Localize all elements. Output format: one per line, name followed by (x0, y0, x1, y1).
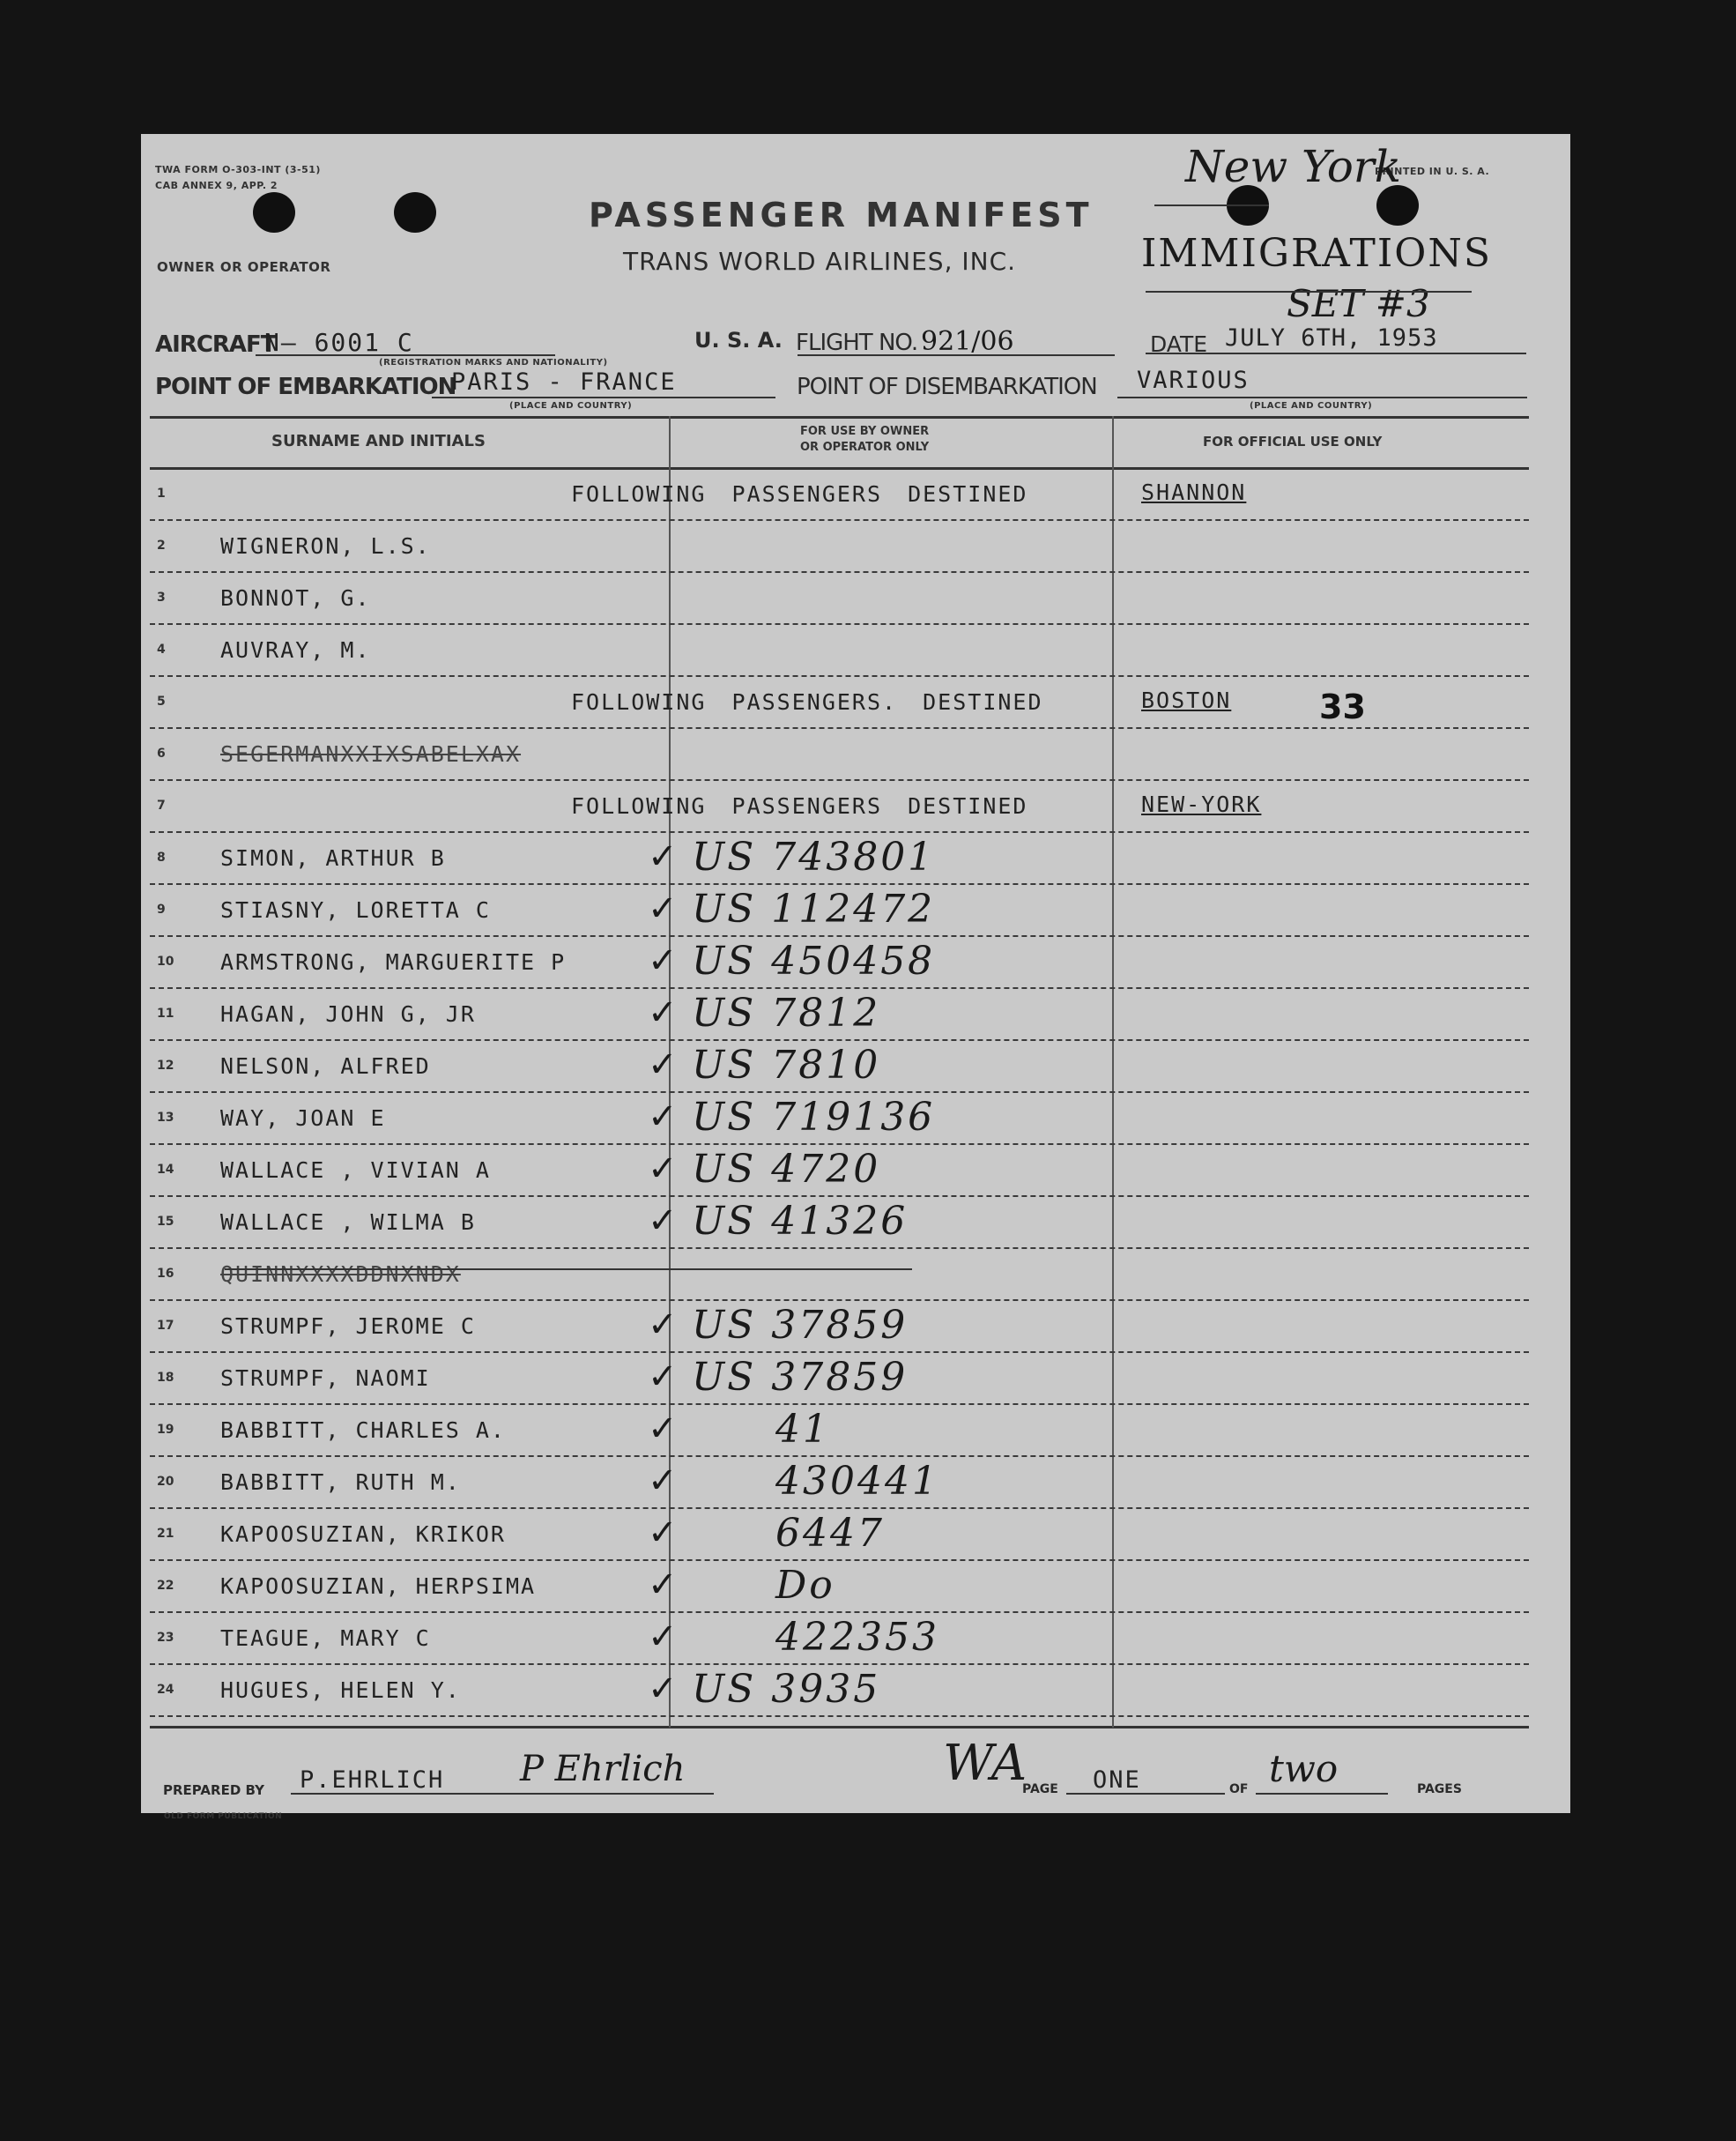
table-header-rule (150, 467, 1529, 470)
passport-number: 41 (775, 1407, 830, 1452)
column-divider-2 (1112, 416, 1114, 1728)
passenger-name: HUGUES, HELEN Y. (220, 1677, 461, 1703)
row-rule (150, 1715, 1529, 1717)
destination-banner: FOLLOWING PASSENGERS DESTINED (571, 793, 1028, 819)
embark-place-note: (PLACE AND COUNTRY) (509, 401, 633, 411)
check-mark-icon: ✓ (648, 1461, 678, 1501)
destination-banner: FOLLOWING PASSENGERS. DESTINED (571, 689, 1043, 715)
passenger-name: KAPOOSUZIAN, HERPSIMA (220, 1573, 537, 1599)
row-number: 11 (157, 1007, 174, 1021)
signature: P Ehrlich (520, 1749, 686, 1789)
row-rule (150, 935, 1529, 937)
registration-note: (REGISTRATION MARKS AND NATIONALITY) (379, 358, 608, 368)
flight-value: 921/06 (921, 326, 1014, 357)
row-rule (150, 1247, 1529, 1249)
passenger-name: NELSON, ALFRED (220, 1053, 431, 1079)
passport-number: US 3935 (692, 1667, 881, 1712)
row-number: 19 (157, 1423, 174, 1437)
check-mark-icon: ✓ (648, 992, 678, 1033)
row-rule (150, 519, 1529, 521)
passenger-name: AUVRAY, M. (220, 637, 371, 663)
of-value: two (1269, 1747, 1339, 1790)
row-number: 8 (157, 851, 166, 865)
row-number: 22 (157, 1579, 174, 1593)
row-number: 9 (157, 903, 166, 917)
passenger-name: SIMON, ARTHUR B (220, 845, 446, 871)
row-number: 10 (157, 955, 174, 969)
passenger-name: TEAGUE, MARY C (220, 1625, 431, 1651)
passenger-name: WALLACE , VIVIAN A (220, 1157, 491, 1183)
row-rule (150, 1195, 1529, 1197)
handwritten-city: New York (1185, 141, 1401, 192)
check-mark-icon: ✓ (648, 1669, 678, 1709)
col-header-official: FOR OFFICIAL USE ONLY (1203, 434, 1383, 450)
printed-in-label: PRINTED IN U. S. A. (1375, 166, 1490, 177)
check-mark-icon: ✓ (648, 940, 678, 981)
of-underline (1256, 1793, 1388, 1795)
date-underline (1146, 353, 1526, 354)
passenger-name: KAPOOSUZIAN, KRIKOR (220, 1521, 506, 1547)
passport-number: US 450458 (692, 939, 936, 984)
row-number: 18 (157, 1371, 174, 1385)
row-number: 16 (157, 1267, 174, 1281)
passport-number: US 37859 (692, 1303, 909, 1348)
passport-number: US 719136 (692, 1095, 936, 1140)
passenger-name: WAY, JOAN E (220, 1105, 386, 1131)
set-underline (1146, 291, 1472, 293)
prepared-by-value: P.EHRLICH (300, 1766, 445, 1794)
usa-label: U. S. A. (694, 328, 783, 353)
punch-hole-left-1 (253, 192, 295, 233)
check-mark-icon: ✓ (648, 1409, 678, 1449)
date-value: JULY 6TH, 1953 (1225, 324, 1438, 352)
destination-city: BOSTON (1141, 688, 1232, 713)
row-number: 13 (157, 1111, 174, 1125)
handwritten-office: IMMIGRATIONS (1141, 231, 1492, 276)
row-number: 5 (157, 695, 166, 709)
row-rule (150, 727, 1529, 729)
check-mark-icon: ✓ (648, 1513, 678, 1553)
aircraft-label: AIRCRAFT (155, 331, 276, 358)
passport-number: US 7812 (692, 991, 881, 1036)
row-rule (150, 987, 1529, 989)
row-rule (150, 571, 1529, 573)
disembarkation-label: POINT OF DISEMBARKATION (797, 374, 1097, 400)
row-number: 7 (157, 799, 166, 813)
punch-hole-left-2 (394, 192, 436, 233)
row-rule (150, 675, 1529, 677)
destination-city: SHANNON (1141, 479, 1247, 505)
handwritten-set: SET #3 (1287, 282, 1430, 325)
company-name: TRANS WORLD AIRLINES, INC. (623, 247, 1017, 276)
passport-number: 422353 (775, 1615, 939, 1660)
row-rule (150, 1143, 1529, 1145)
passenger-name: BABBITT, CHARLES A. (220, 1417, 506, 1443)
form-code: TWA FORM O-303-INT (3-51) (155, 164, 321, 175)
passenger-name: STRUMPF, JEROME C (220, 1313, 476, 1339)
embarkation-label: POINT OF EMBARKATION (155, 374, 456, 400)
passport-number: Do (775, 1563, 835, 1608)
passport-number: 430441 (775, 1459, 939, 1504)
passenger-name: WALLACE , WILMA B (220, 1209, 476, 1235)
passenger-name: ARMSTRONG, MARGUERITE P (220, 949, 567, 975)
embark-underline (432, 397, 775, 398)
city-underline (1154, 204, 1269, 206)
table-top-rule (150, 416, 1529, 419)
check-mark-icon: ✓ (648, 1201, 678, 1241)
row-rule (150, 1611, 1529, 1613)
prepared-by-label: PREPARED BY (163, 1782, 264, 1798)
passport-number: US 4720 (692, 1147, 881, 1192)
footer-print: OLD FORM PUBLICATION (164, 1812, 283, 1821)
row-number: 21 (157, 1527, 174, 1541)
row-rule (150, 1559, 1529, 1561)
check-mark-icon: ✓ (648, 1617, 678, 1657)
aircraft-value: N— 6001 C (264, 328, 414, 357)
date-label: DATE (1150, 331, 1208, 357)
page-label: PAGE (1022, 1782, 1058, 1796)
row-number: 12 (157, 1059, 174, 1073)
check-mark-icon: ✓ (648, 836, 678, 877)
col-header-surname: SURNAME AND INITIALS (271, 432, 486, 450)
passenger-name: HAGAN, JOHN G, JR (220, 1001, 476, 1027)
passport-number: US 41326 (692, 1199, 909, 1244)
flight-label: FLIGHT NO. (796, 330, 918, 356)
check-mark-icon: ✓ (648, 1097, 678, 1137)
row-rule (150, 1351, 1529, 1353)
of-label: OF (1229, 1782, 1249, 1796)
row-number: 23 (157, 1631, 174, 1645)
row-number: 15 (157, 1215, 174, 1229)
flight-underline (798, 354, 1115, 356)
check-mark-icon: ✓ (648, 1565, 678, 1605)
initials: WA (943, 1735, 1028, 1792)
cab-annex: CAB ANNEX 9, APP. 2 (155, 180, 278, 191)
passenger-name: SEGERMANXXIXSABELXAX (220, 741, 522, 767)
row-rule (150, 1507, 1529, 1509)
disembark-underline (1117, 397, 1527, 398)
aircraft-underline (256, 354, 555, 356)
passport-number: US 112472 (692, 887, 936, 932)
row-number: 3 (157, 591, 166, 605)
row-number: 4 (157, 643, 166, 657)
page-underline (1066, 1793, 1225, 1795)
embarkation-value: PARIS - FRANCE (451, 368, 677, 396)
row-number: 2 (157, 539, 166, 553)
destination-banner: FOLLOWING PASSENGERS DESTINED (571, 481, 1028, 507)
row-rule (150, 831, 1529, 833)
row-rule (150, 883, 1529, 885)
row-rule (150, 779, 1529, 781)
col-header-owner-2: OR OPERATOR ONLY (800, 441, 930, 454)
table-bottom-rule (150, 1726, 1529, 1728)
prepared-underline (291, 1793, 714, 1795)
check-mark-icon: ✓ (648, 888, 678, 929)
row-number: 24 (157, 1683, 174, 1697)
passenger-name: WIGNERON, L.S. (220, 533, 431, 559)
row-rule (150, 1039, 1529, 1041)
row-number: 14 (157, 1163, 174, 1177)
row-rule (150, 1455, 1529, 1457)
passport-number: 6447 (775, 1511, 885, 1556)
disembark-place-note: (PLACE AND COUNTRY) (1250, 401, 1373, 411)
passenger-name: BABBITT, RUTH M. (220, 1469, 461, 1495)
disembarkation-value: VARIOUS (1137, 367, 1250, 394)
row-number: 17 (157, 1319, 174, 1333)
owner-operator-label: OWNER OR OPERATOR (157, 259, 331, 275)
page-value: ONE (1093, 1766, 1141, 1794)
check-mark-icon: ✓ (648, 1357, 678, 1397)
check-mark-icon: ✓ (648, 1305, 678, 1345)
row-rule (150, 1091, 1529, 1093)
passenger-name: BONNOT, G. (220, 585, 371, 611)
check-mark-icon: ✓ (648, 1044, 678, 1085)
form-title: PASSENGER MANIFEST (589, 196, 1094, 234)
row-rule (150, 623, 1529, 625)
passport-number: US 7810 (692, 1043, 881, 1088)
pages-label: PAGES (1417, 1782, 1462, 1796)
passenger-name: STRUMPF, NAOMI (220, 1365, 431, 1391)
passport-number: US 37859 (692, 1355, 909, 1400)
row-number: 20 (157, 1475, 174, 1489)
passenger-name: QUINNXXXXDDNXNDX (220, 1261, 461, 1287)
passport-number: US 743801 (692, 835, 936, 880)
passenger-name: STIASNY, LORETTA C (220, 897, 491, 923)
stamp-number: 33 (1319, 688, 1366, 726)
row-number: 6 (157, 747, 166, 761)
row-rule (150, 1403, 1529, 1405)
row-rule (150, 1299, 1529, 1301)
row-rule (150, 1663, 1529, 1665)
destination-city: NEW-YORK (1141, 792, 1262, 817)
strike-line (225, 1268, 912, 1270)
check-mark-icon: ✓ (648, 1149, 678, 1189)
col-header-owner-1: FOR USE BY OWNER (800, 425, 930, 438)
row-number: 1 (157, 487, 166, 501)
